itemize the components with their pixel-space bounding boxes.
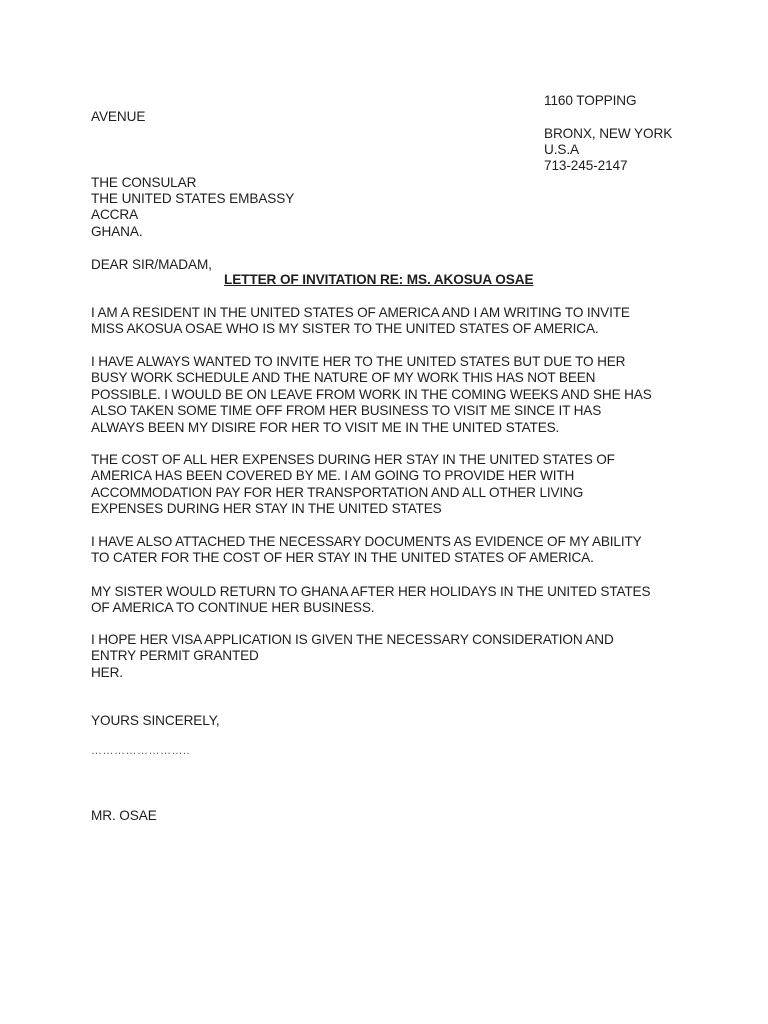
recipient-line2: THE UNITED STATES EMBASSY [91,191,295,206]
sender-address-line2: BRONX, NEW YORK [544,126,673,141]
paragraph-line: I HAVE ALWAYS WANTED TO INVITE HER TO THE UNITED STATES BUT DUE TO HER [91,354,626,369]
paragraph-line: EXPENSES DURING HER STAY IN THE UNITED STATES [91,501,442,517]
paragraph-line: MISS AKOSUA OSAE WHO IS MY SISTER TO THE UNITED STATES OF AMERICA. [91,321,599,337]
sender-address-line1-wrap: AVENUE [91,109,146,124]
recipient-line4: GHANA. [91,224,143,239]
paragraph-line: HER. [91,664,123,680]
paragraph-line: I AM A RESIDENT IN THE UNITED STATES OF AMERICA AND I AM WRITING TO INVITE [91,305,630,320]
recipient-line1: THE CONSULAR [91,175,197,190]
paragraph-1 [91,305,691,338]
paragraph-line: POSSIBLE. I WOULD BE ON LEAVE FROM WORK IN THE COMING WEEKS AND SHE HAS [91,386,652,402]
paragraph-6 [91,632,691,681]
sender-address-line1: 1160 TOPPING [544,93,637,108]
paragraph-2 [91,354,691,436]
paragraph-3 [91,452,691,518]
letter-subject: LETTER OF INVITATION RE: MS. AKOSUA OSAE [224,272,534,287]
paragraph-5 [91,584,691,617]
paragraph-line: THE COST OF ALL HER EXPENSES DURING HER STAY IN THE UNITED STATES OF [91,452,615,467]
paragraph-4 [91,534,691,567]
paragraph-line: MY SISTER WOULD RETURN TO GHANA AFTER HER HOLIDAYS IN THE UNITED STATES [91,584,651,599]
paragraph-line: OF AMERICA TO CONTINUE HER BUSINESS. [91,600,375,616]
paragraph-line: I HOPE HER VISA APPLICATION IS GIVEN THE NECESSARY CONSIDERATION AND [91,632,614,647]
paragraph-line: ALSO TAKEN SOME TIME OFF FROM HER BUSINESS TO VISIT ME SINCE IT HAS [91,403,602,419]
paragraph-line: ALWAYS BEEN MY DISIRE FOR HER TO VISIT ME IN THE UNITED STATES. [91,419,560,435]
sender-phone: 713-245-2147 [544,158,628,173]
salutation: DEAR SIR/MADAM, [91,257,212,272]
paragraph-line: AMERICA HAS BEEN COVERED BY ME. I AM GOING TO PROVIDE HER WITH [91,468,575,484]
paragraph-line: BUSY WORK SCHEDULE AND THE NATURE OF MY WORK THIS HAS NOT BEEN [91,370,596,386]
sender-address-line3: U.S.A [544,142,580,157]
recipient-line3: ACCRA [91,207,139,222]
closing: YOURS SINCERELY, [91,713,220,728]
paragraph-line: ACCOMMODATION PAY FOR HER TRANSPORTATION AND ALL OTHER LIVING [91,484,584,500]
paragraph-line: I HAVE ALSO ATTACHED THE NECESSARY DOCUMENTS AS EVIDENCE OF MY ABILITY [91,534,642,549]
paragraph-line: TO CATER FOR THE COST OF HER STAY IN THE UNITED STATES OF AMERICA. [91,550,594,566]
signatory: MR. OSAE [91,808,157,823]
paragraph-line: ENTRY PERMIT GRANTED [91,648,259,664]
signature-line: …………………….. [91,745,191,757]
